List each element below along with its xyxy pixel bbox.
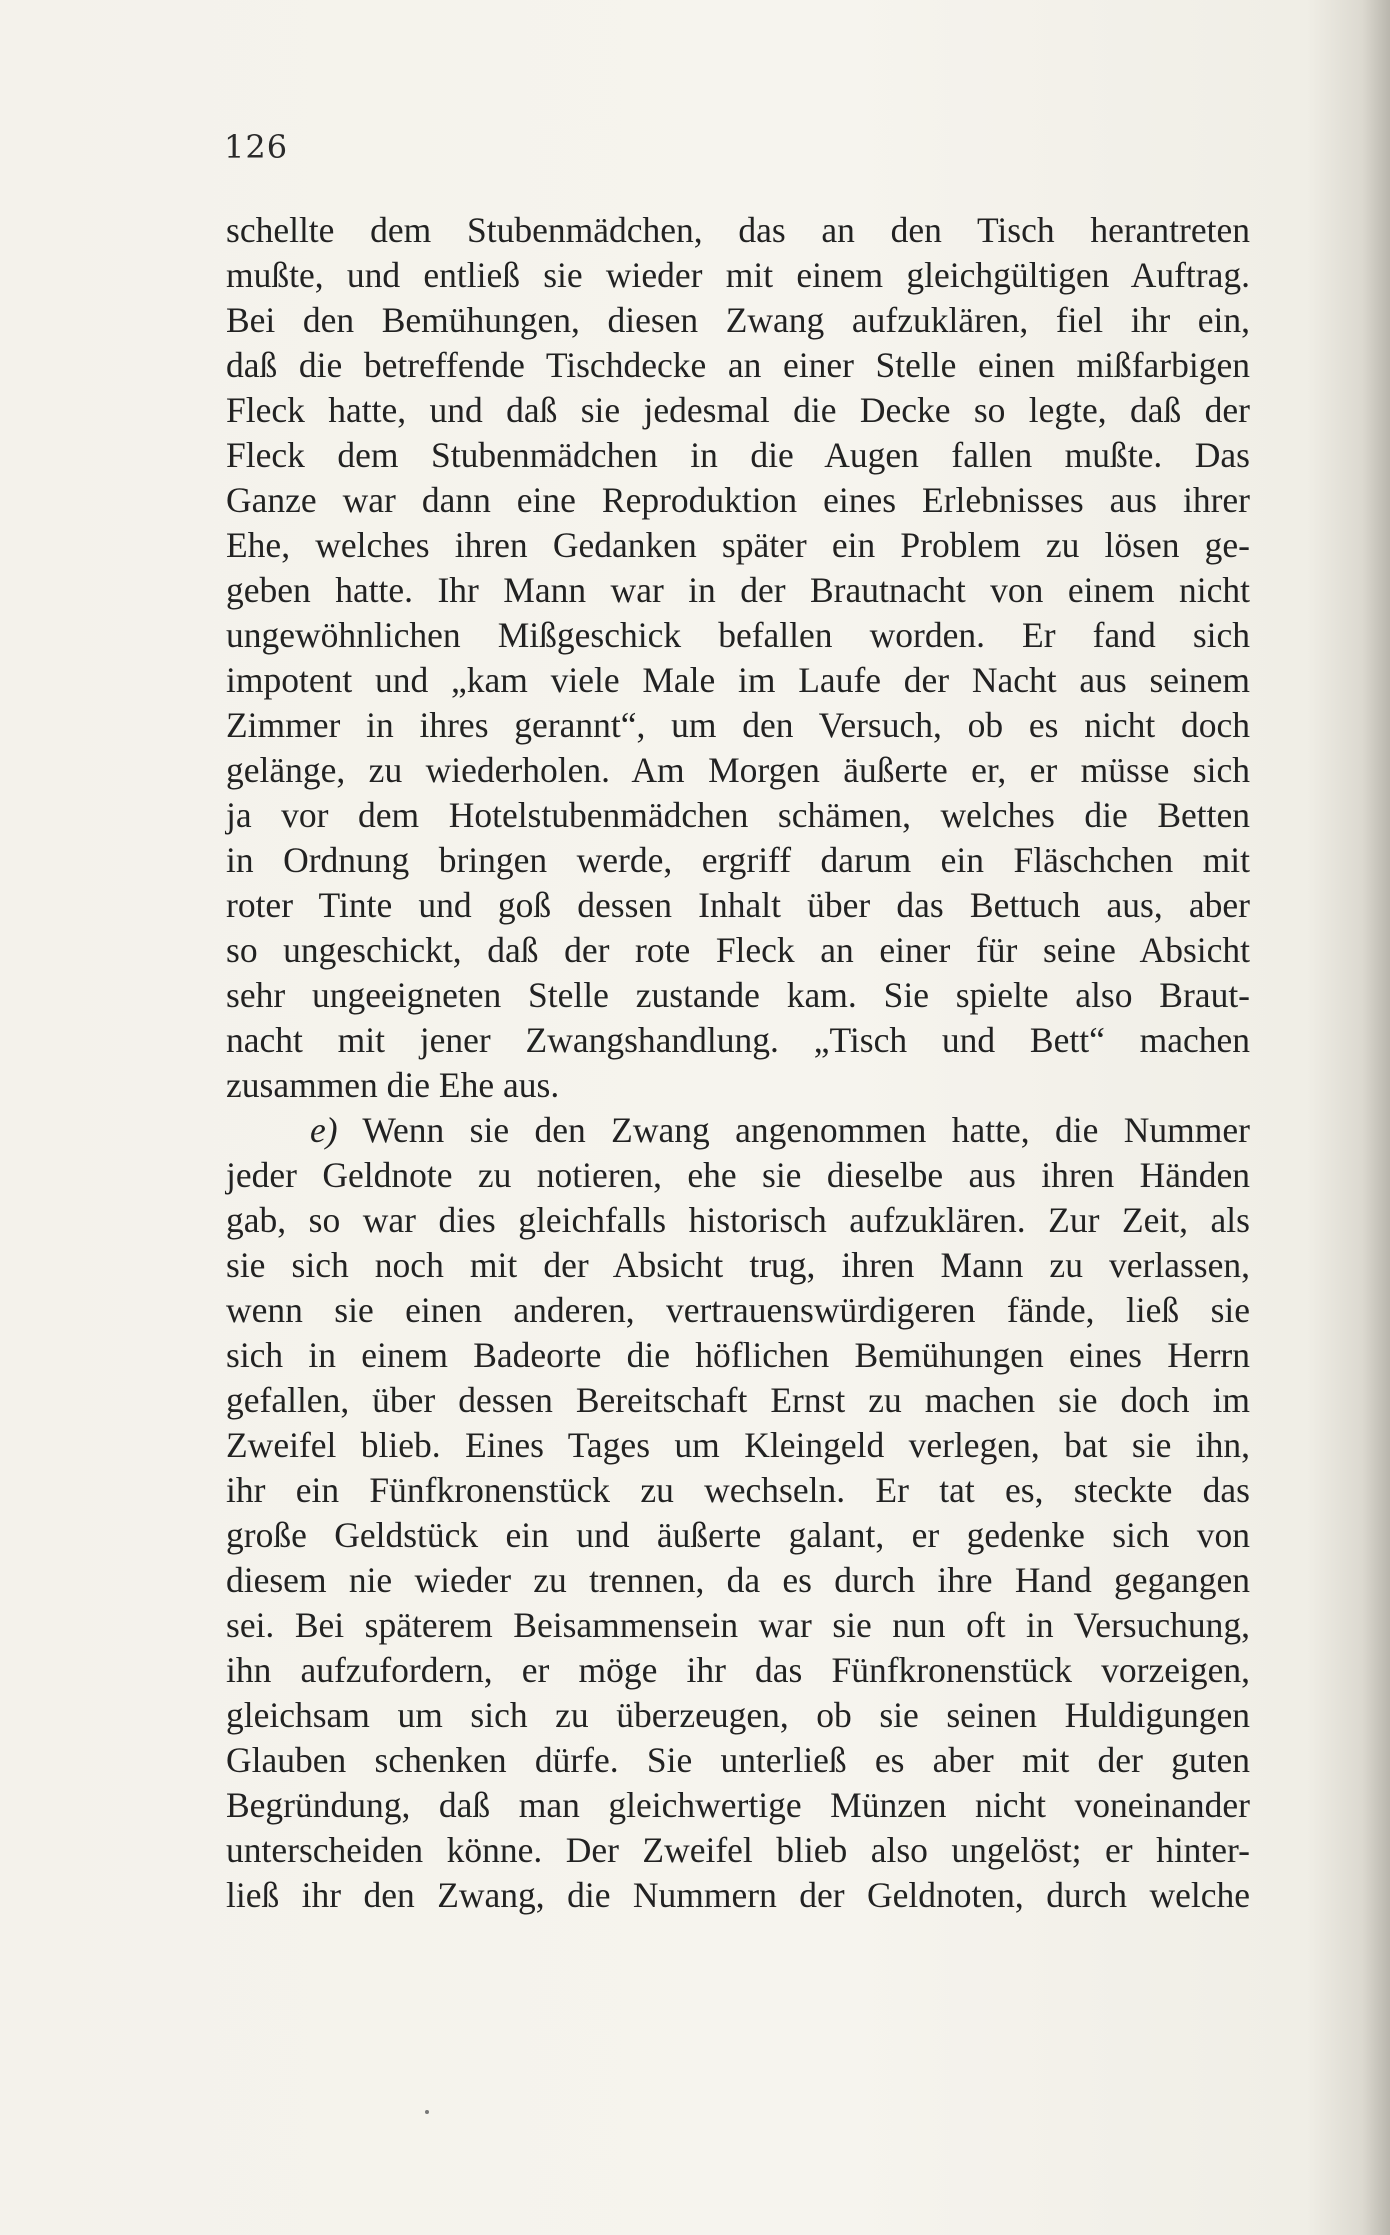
text-line: ihr ein Fünfkronenstück zu wechseln. Er tat es, steckte das bbox=[226, 1470, 1250, 1510]
paper-speck bbox=[425, 2110, 429, 2114]
text-line: e) Wenn sie den Zwang angenommen hatte, die Nummer bbox=[310, 1110, 1250, 1150]
page-number: 126 bbox=[224, 128, 289, 166]
text-line: Begründung, daß man gleichwertige Münzen nicht voneinander bbox=[226, 1785, 1250, 1825]
text-line: ungewöhnlichen Mißgeschick befallen worden. Er fand sich bbox=[226, 615, 1250, 655]
text-line: Fleck hatte, und daß sie jedesmal die Decke so legte, daß der bbox=[226, 390, 1250, 430]
text-line: Glauben schenken dürfe. Sie unterließ es aber mit der guten bbox=[226, 1740, 1250, 1780]
text-line: unterscheiden könne. Der Zweifel blieb also ungelöst; er hinter- bbox=[226, 1830, 1250, 1870]
text-line: große Geldstück ein und äußerte galant, er gedenke sich von bbox=[226, 1515, 1250, 1555]
text-line: Ehe, welches ihren Gedanken später ein Problem zu lösen ge- bbox=[226, 525, 1250, 565]
text-line: gab, so war dies gleichfalls historisch aufzuklären. Zur Zeit, als bbox=[226, 1200, 1250, 1240]
text-line: sie sich noch mit der Absicht trug, ihren Mann zu verlassen, bbox=[226, 1245, 1250, 1285]
text-line: Fleck dem Stubenmädchen in die Augen fallen mußte. Das bbox=[226, 435, 1250, 475]
text-line: in Ordnung bringen werde, ergriff darum ein Fläschchen mit bbox=[226, 840, 1250, 880]
text-line: sei. Bei späterem Beisammensein war sie nun oft in Versuchung, bbox=[226, 1605, 1250, 1645]
text-line: schellte dem Stubenmädchen, das an den Tisch herantreten bbox=[226, 210, 1250, 250]
text-line: sich in einem Badeorte die höflichen Bemühungen eines Herrn bbox=[226, 1335, 1250, 1375]
text-line: jeder Geldnote zu notieren, ehe sie dieselbe aus ihren Händen bbox=[226, 1155, 1250, 1195]
text-line: so ungeschickt, daß der rote Fleck an einer für seine Absicht bbox=[226, 930, 1250, 970]
text-line: ihn aufzufordern, er möge ihr das Fünfkronenstück vorzeigen, bbox=[226, 1650, 1250, 1690]
text-line: gelänge, zu wiederholen. Am Morgen äußerte er, er müsse sich bbox=[226, 750, 1250, 790]
text-line: Zimmer in ihres gerannt“, um den Versuch, ob es nicht doch bbox=[226, 705, 1250, 745]
text-line: impotent und „kam viele Male im Laufe der Nacht aus seinem bbox=[226, 660, 1250, 700]
text-line: sehr ungeeigneten Stelle zustande kam. Sie spielte also Braut- bbox=[226, 975, 1250, 1015]
text-line: mußte, und entließ sie wieder mit einem gleichgültigen Auftrag. bbox=[226, 255, 1250, 295]
text-line: geben hatte. Ihr Mann war in der Brautnacht von einem nicht bbox=[226, 570, 1250, 610]
text-line: roter Tinte und goß dessen Inhalt über das Bettuch aus, aber bbox=[226, 885, 1250, 925]
body-text bbox=[226, 208, 1250, 1918]
text-line: diesem nie wieder zu trennen, da es durch ihre Hand gegangen bbox=[226, 1560, 1250, 1600]
text-line: wenn sie einen anderen, vertrauenswürdigeren fände, ließ sie bbox=[226, 1290, 1250, 1330]
text-line: ließ ihr den Zwang, die Nummern der Geldnoten, durch welche bbox=[226, 1875, 1250, 1915]
text-line: gefallen, über dessen Bereitschaft Ernst zu machen sie doch im bbox=[226, 1380, 1250, 1420]
text-line: daß die betreffende Tischdecke an einer Stelle einen mißfarbigen bbox=[226, 345, 1250, 385]
text-line: ja vor dem Hotelstubenmädchen schämen, welches die Betten bbox=[226, 795, 1250, 835]
text-line: Zweifel blieb. Eines Tages um Kleingeld verlegen, bat sie ihn, bbox=[226, 1425, 1250, 1465]
text-line: Ganze war dann eine Reproduktion eines Erlebnisses aus ihrer bbox=[226, 480, 1250, 520]
text-line: zusammen die Ehe aus. bbox=[226, 1065, 560, 1105]
text-line: gleichsam um sich zu überzeugen, ob sie seinen Huldigungen bbox=[226, 1695, 1250, 1735]
text-line: Bei den Bemühungen, diesen Zwang aufzuklären, fiel ihr ein, bbox=[226, 300, 1250, 340]
text-line: nacht mit jener Zwangshandlung. „Tisch und Bett“ machen bbox=[226, 1020, 1250, 1060]
enumerator-label: e) bbox=[310, 1110, 338, 1150]
